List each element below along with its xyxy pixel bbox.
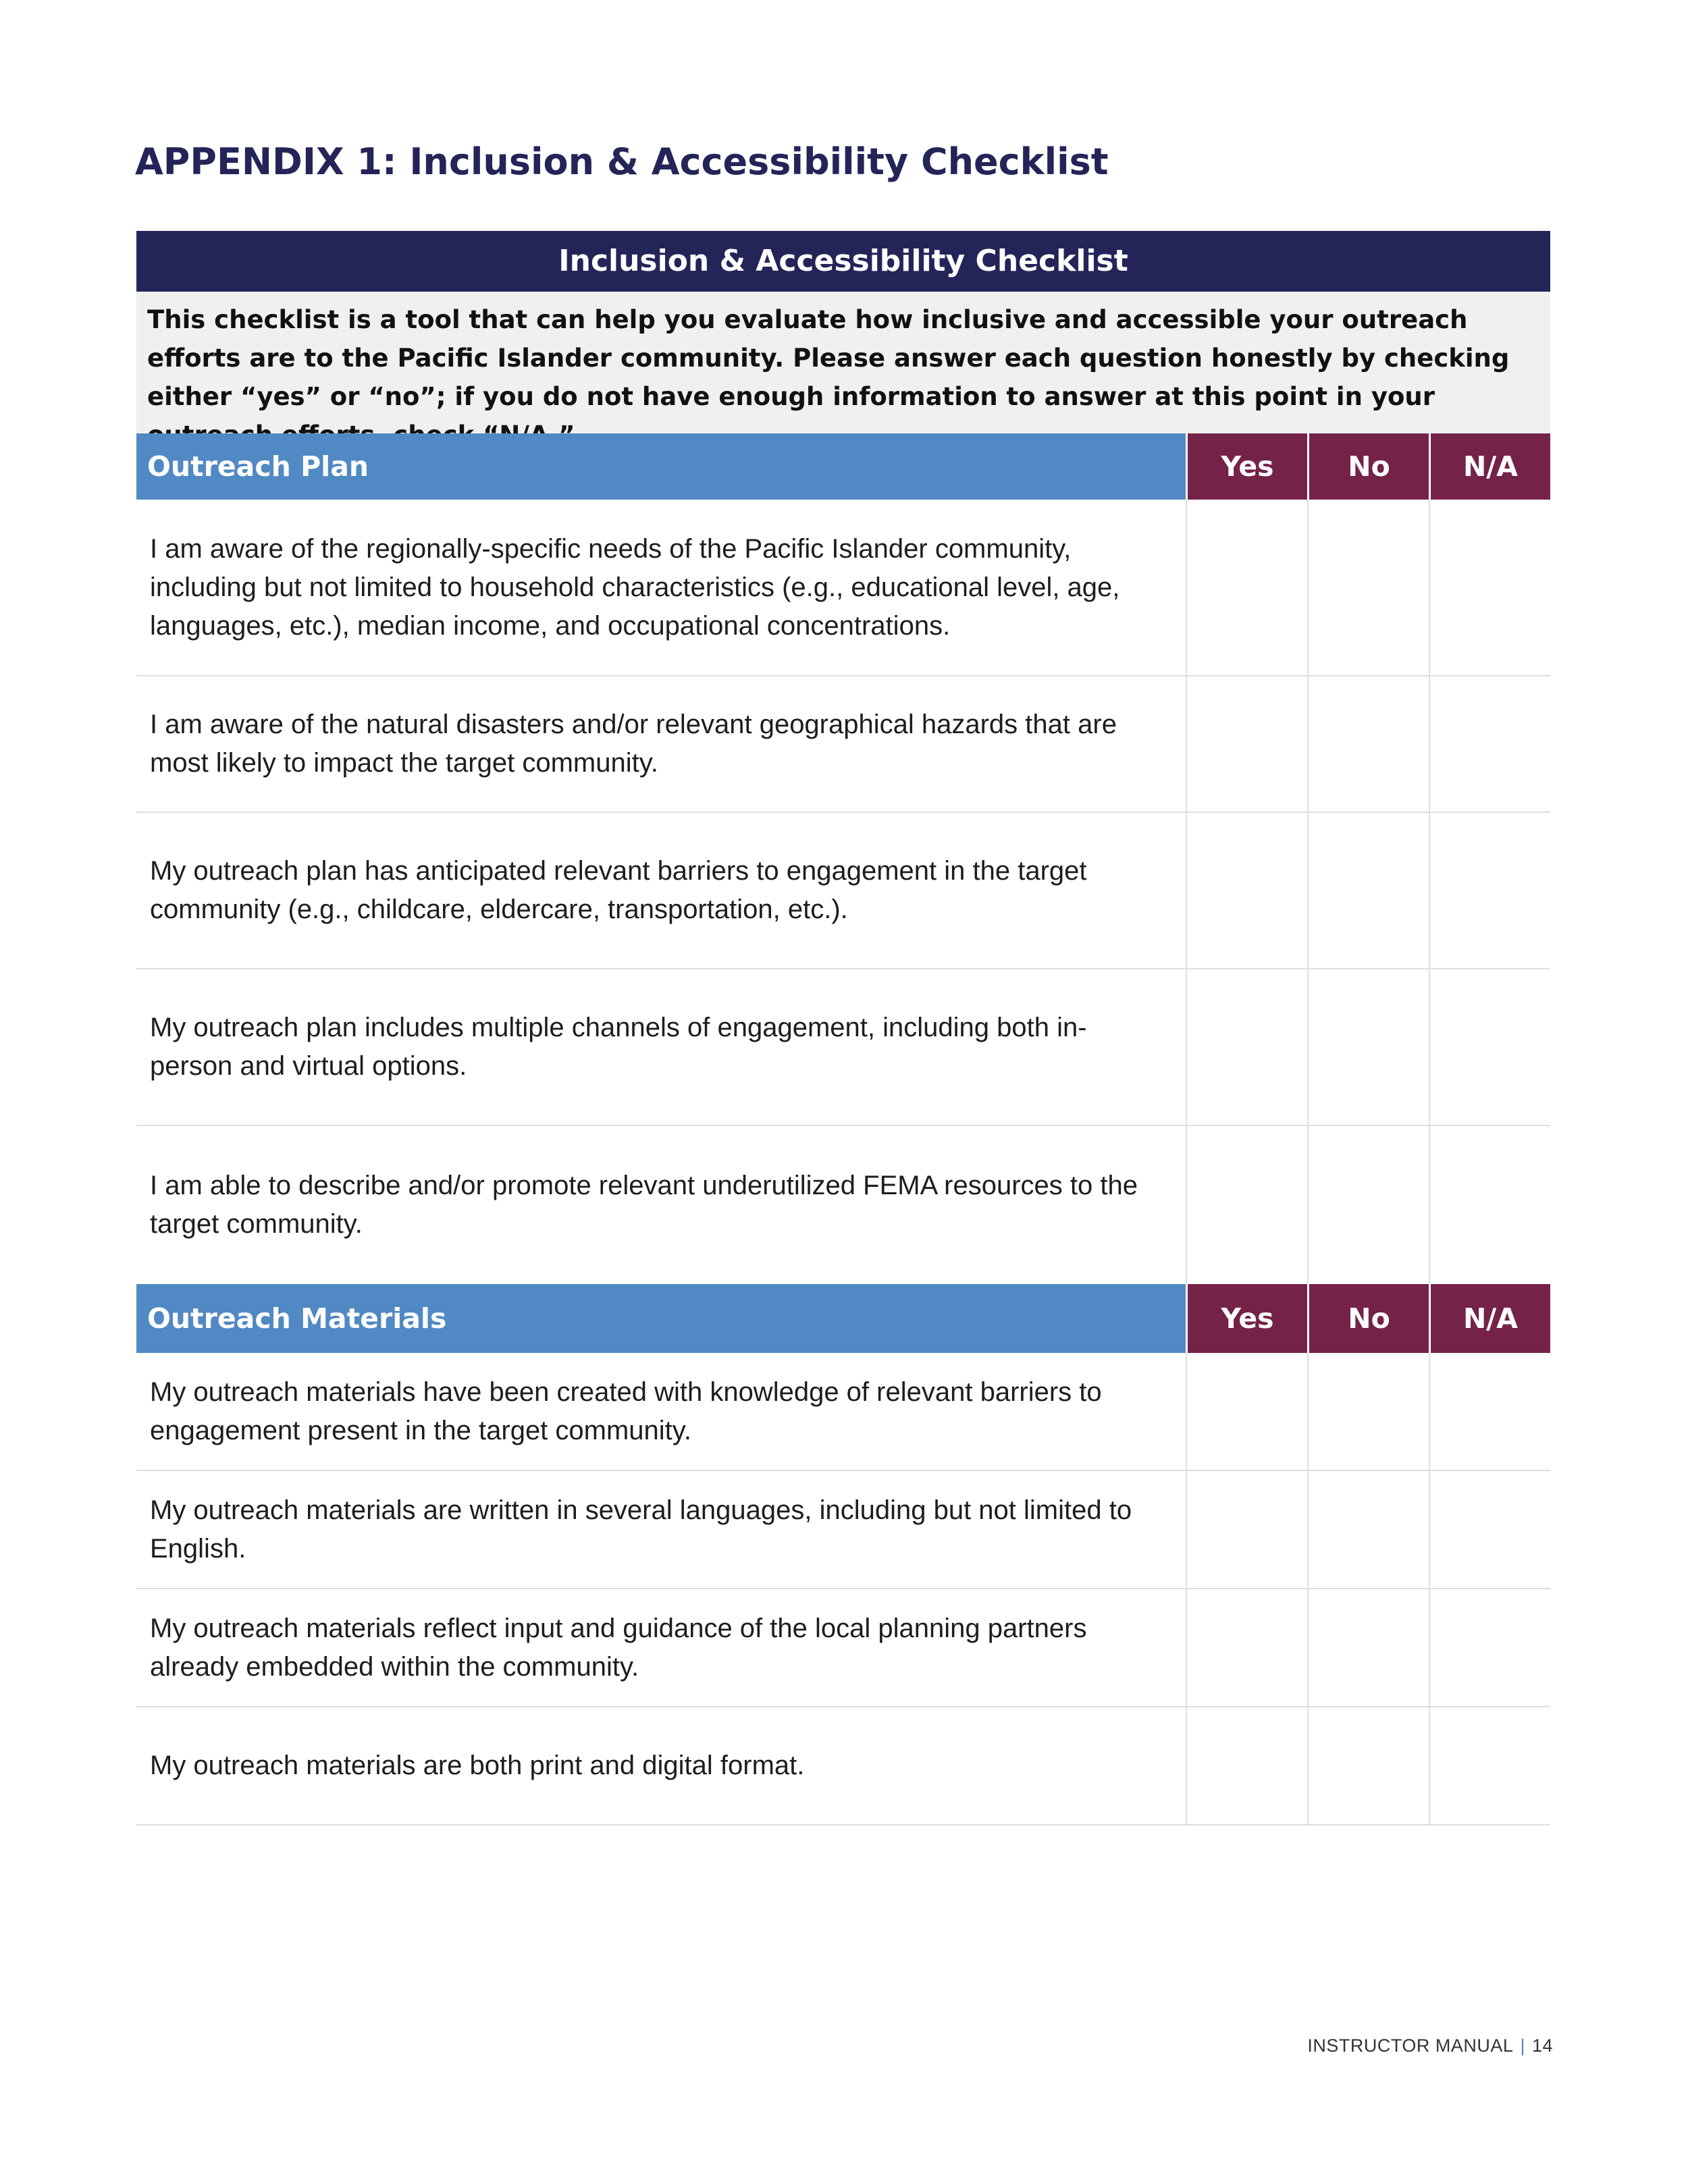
section-header: Outreach Materials — [136, 1284, 1186, 1353]
question-text: My outreach materials reflect input and guidance of the local planning partners already embedded within the community. — [136, 1589, 1186, 1707]
page-number: 14 — [1531, 2035, 1553, 2056]
checkbox-yes[interactable] — [1186, 676, 1307, 813]
checkbox-na[interactable] — [1429, 1353, 1550, 1471]
checkbox-no[interactable] — [1307, 500, 1429, 676]
table-banner: Inclusion & Accessibility Checklist — [136, 231, 1550, 292]
checkbox-yes[interactable] — [1186, 969, 1307, 1126]
question-text: My outreach plan includes multiple channels of engagement, including both in-person and virtual options. — [136, 969, 1186, 1126]
checkbox-na[interactable] — [1429, 813, 1550, 969]
checkbox-na[interactable] — [1429, 1589, 1550, 1707]
column-header-no: No — [1307, 1284, 1429, 1353]
section-header: Outreach Plan — [136, 433, 1186, 500]
section-outreach-plan — [136, 433, 1550, 1284]
checkbox-na[interactable] — [1429, 1707, 1550, 1826]
checkbox-no[interactable] — [1307, 1471, 1429, 1589]
question-text: My outreach materials are written in several languages, including but not limited to English. — [136, 1471, 1186, 1589]
checkbox-na[interactable] — [1429, 1126, 1550, 1284]
checkbox-yes[interactable] — [1186, 1126, 1307, 1284]
column-header-na: N/A — [1429, 1284, 1550, 1353]
table-intro: This checklist is a tool that can help you evaluate how inclusive and accessible your outreach efforts are to the Pacific Islander community. Please answer each question honestly by checking either “yes” or “no”; if you do not have enough information to answer at this point in your — [136, 292, 1550, 433]
page-footer — [1307, 2032, 1553, 2059]
question-text: My outreach plan has anticipated relevant barriers to engagement in the target community (e.g., childcare, eldercare, transportation, etc.). — [136, 813, 1186, 969]
question-text: My outreach materials are both print and digital format. — [136, 1707, 1186, 1826]
checkbox-na[interactable] — [1429, 676, 1550, 813]
footer-separator: | — [1520, 2035, 1525, 2056]
checkbox-yes[interactable] — [1186, 813, 1307, 969]
checkbox-no[interactable] — [1307, 813, 1429, 969]
question-text: My outreach materials have been created with knowledge of relevant barriers to engagement present in the target community. — [136, 1353, 1186, 1471]
checkbox-na[interactable] — [1429, 500, 1550, 676]
checklist-table — [136, 231, 1550, 1826]
checkbox-yes[interactable] — [1186, 1589, 1307, 1707]
checkbox-no[interactable] — [1307, 676, 1429, 813]
checkbox-no[interactable] — [1307, 1353, 1429, 1471]
checkbox-no[interactable] — [1307, 1589, 1429, 1707]
checkbox-na[interactable] — [1429, 1471, 1550, 1589]
checkbox-no[interactable] — [1307, 969, 1429, 1126]
checkbox-yes[interactable] — [1186, 1353, 1307, 1471]
checkbox-yes[interactable] — [1186, 1707, 1307, 1826]
page-title: APPENDIX 1: Inclusion & Accessibility Checklist — [135, 140, 1109, 183]
section-outreach-materials — [136, 1284, 1550, 1826]
column-header-na: N/A — [1429, 433, 1550, 500]
checkbox-na[interactable] — [1429, 969, 1550, 1126]
column-header-yes: Yes — [1186, 433, 1307, 500]
question-text: I am aware of the regionally-specific needs of the Pacific Islander community, including but not limited to household characteristics (e.g., educational level, age, languages, etc.), median income, and occupational concentrations. — [136, 500, 1186, 676]
checkbox-no[interactable] — [1307, 1707, 1429, 1826]
footer-label: INSTRUCTOR MANUAL — [1307, 2035, 1514, 2056]
question-text: I am able to describe and/or promote relevant underutilized FEMA resources to the target community. — [150, 1171, 1138, 1239]
checkbox-no[interactable] — [1307, 1126, 1429, 1284]
checkbox-yes[interactable] — [1186, 1471, 1307, 1589]
column-header-no: No — [1307, 433, 1429, 500]
column-header-yes: Yes — [1186, 1284, 1307, 1353]
checkbox-yes[interactable] — [1186, 500, 1307, 676]
question-text: I am aware of the natural disasters and/or relevant geographical hazards that are most likely to impact the target community. — [136, 676, 1186, 813]
